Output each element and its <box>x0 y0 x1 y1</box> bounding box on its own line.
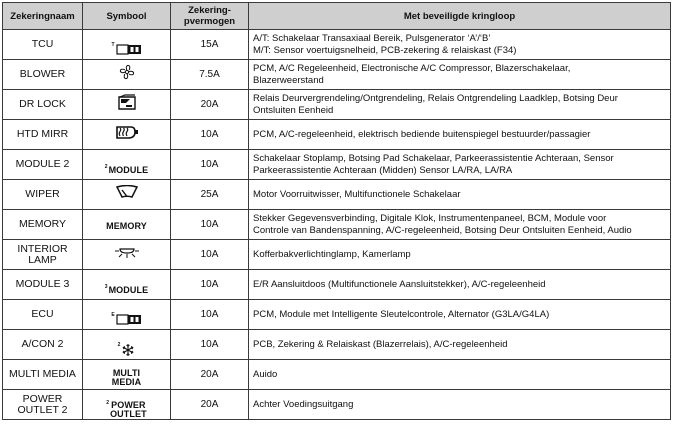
symbol-superscript: 3 <box>104 283 108 290</box>
symbol-group <box>118 63 136 81</box>
symbol-superscript: 2 <box>117 341 121 348</box>
fuse-symbol <box>83 240 171 270</box>
circuit-line: Auido <box>253 368 278 380</box>
fuse-row-interior-lamp <box>3 240 671 270</box>
circuit-line: Relais Deurvergrendeling/Ontgrendeling, Relais Ontgrendeling Laadklep, Botsing Deur <box>253 92 618 104</box>
wiper-icon <box>115 185 139 199</box>
fuse-rating: 10A <box>171 330 249 360</box>
symbol-group <box>111 313 141 326</box>
fuse-rating: 10A <box>171 210 249 240</box>
fuse-rating: 10A <box>171 300 249 330</box>
circuit-line: Achter Voedingsuitgang <box>253 398 354 410</box>
fuse-circuit <box>249 240 671 270</box>
symbol-group <box>105 165 148 175</box>
symbol-group <box>114 245 140 259</box>
symbol-group <box>115 185 139 199</box>
symbol-label: MEMORY <box>106 220 147 231</box>
fuse-rating: 7.5A <box>171 60 249 90</box>
symbol-group <box>105 285 148 295</box>
fuse-circuit <box>249 120 671 150</box>
fan-icon <box>118 63 136 81</box>
fuse-row-wiper <box>3 180 671 210</box>
symbol-superscript: 2 <box>104 163 108 170</box>
fuse-row-blower <box>3 60 671 90</box>
fuse-circuit <box>249 180 671 210</box>
heated-mirror-icon <box>115 124 139 140</box>
fuse-symbol <box>83 90 171 120</box>
fuse-rating: 20A <box>171 360 249 390</box>
circuit-line: E/R Aansluitdoos (Multifunctionele Aansluitstekker), A/C-regeleenheid <box>253 278 546 290</box>
fuse-rows <box>3 30 671 420</box>
fuse-symbol <box>83 360 171 390</box>
header-symbol: Symbool <box>83 3 171 30</box>
snowflake-icon <box>121 343 135 357</box>
fuse-symbol <box>83 30 171 60</box>
circuit-line: PCM, Module met Intelligente Sleutelcontrole, Alternator (G3LA/G4LA) <box>253 308 550 320</box>
fuse-name <box>3 390 83 420</box>
fuse-row-a-con-2 <box>3 330 671 360</box>
circuit-line: M/T: Sensor voertuigsnelheid, PCB-zekering & relaiskast (F34) <box>253 44 517 56</box>
fuse-name: DR LOCK <box>3 90 83 120</box>
fuse-name: TCU <box>3 30 83 60</box>
fuse-name: MODULE 3 <box>3 270 83 300</box>
fuse-row-module-2 <box>3 150 671 180</box>
header-name: Zekeringnaam <box>3 3 83 30</box>
fuse-rating: 10A <box>171 120 249 150</box>
interior-lamp-icon <box>114 245 140 259</box>
symbol-label-line: MEDIA <box>111 376 142 387</box>
symbol-label-line: POWER <box>111 399 146 410</box>
circuit-line: Parkeerassistentie Achteraan (Midden) Sensor LA/RA, LA/RA <box>253 164 513 176</box>
circuit-line: PCB, Zekering & Relaiskast (Blazerrelais), A/C-regeleenheid <box>253 338 508 350</box>
header-circuit: Met beveiligde kringloop <box>249 3 671 30</box>
symbol-group <box>112 369 142 387</box>
symbol-superscript: T <box>111 42 115 48</box>
fuse-symbol <box>83 120 171 150</box>
fuse-name-line: OUTLET 2 <box>17 403 68 416</box>
symbol-label-line: OUTLET <box>110 408 147 419</box>
circuit-line: Kofferbakverlichtinglamp, Kamerlamp <box>253 248 411 260</box>
fuse-circuit <box>249 300 671 330</box>
fuse-rating: 20A <box>171 390 249 420</box>
fuse-box-icon <box>116 43 142 56</box>
fuse-rating: 10A <box>171 240 249 270</box>
circuit-line: Blazerweerstand <box>253 74 324 86</box>
fuse-circuit <box>249 210 671 240</box>
fuse-circuit <box>249 90 671 120</box>
symbol-group <box>106 221 147 231</box>
symbol-label <box>110 401 147 419</box>
fuse-symbol <box>83 150 171 180</box>
fuse-name-line: POWER <box>22 392 63 405</box>
fuse-row-htd-mirr <box>3 120 671 150</box>
fuse-symbol <box>83 180 171 210</box>
fuse-symbol <box>83 300 171 330</box>
symbol-group <box>111 43 141 56</box>
circuit-line: Schakelaar Stoplamp, Botsing Pad Schakelaar, Parkeerassistentie Achteraan, Sensor <box>253 152 614 164</box>
fuse-row-tcu <box>3 30 671 60</box>
fuse-row-multi-media <box>3 360 671 390</box>
fuse-circuit <box>249 360 671 390</box>
circuit-line: Motor Voorruitwisser, Multifunctionele Schakelaar <box>253 188 461 200</box>
symbol-label <box>112 369 142 387</box>
symbol-group <box>106 401 146 419</box>
fuse-circuit <box>249 270 671 300</box>
circuit-line: PCM, A/C-regeleenheid, elektrisch bediende buitenspiegel bestuurder/passagier <box>253 128 591 140</box>
fuse-symbol <box>83 390 171 420</box>
circuit-line: Controle van Bandenspanning, A/C-regeleenheid, Botsing Deur Ontsluiten Eenheid, Audio <box>253 224 632 236</box>
symbol-group <box>117 94 137 110</box>
fuse-circuit <box>249 390 671 420</box>
fuse-name: A/CON 2 <box>3 330 83 360</box>
circuit-line: A/T: Schakelaar Transaxiaal Bereik, Pulsgenerator ‘A’/‘B’ <box>253 32 491 44</box>
circuit-line: Stekker Gegevensverbinding, Digitale Klok, Instrumentenpaneel, BCM, Module voor <box>253 212 607 224</box>
fuse-symbol <box>83 270 171 300</box>
door-lock-icon <box>117 94 137 110</box>
fuse-row-memory <box>3 210 671 240</box>
header-capacity <box>171 3 249 30</box>
fuse-name: BLOWER <box>3 60 83 90</box>
fuse-name: ECU <box>3 300 83 330</box>
fuse-circuit <box>249 30 671 60</box>
fuse-symbol <box>83 330 171 360</box>
fuse-name: MEMORY <box>3 210 83 240</box>
fuse-row-module-3 <box>3 270 671 300</box>
symbol-superscript: E <box>111 312 115 318</box>
fuse-rating: 10A <box>171 270 249 300</box>
fuse-row-power-outlet-2 <box>3 390 671 420</box>
header-row <box>3 3 671 30</box>
fuse-name: WIPER <box>3 180 83 210</box>
fuse-symbol <box>83 60 171 90</box>
fuse-name: INTERIOR LAMP <box>3 240 83 270</box>
circuit-line: Ontsluiten Eenheid <box>253 104 334 116</box>
fuse-circuit <box>249 60 671 90</box>
symbol-superscript: 2 <box>106 399 110 406</box>
fuse-row-dr-lock <box>3 90 671 120</box>
fuse-rating: 20A <box>171 90 249 120</box>
fuse-name: MODULE 2 <box>3 150 83 180</box>
symbol-label-line: MULTI <box>112 367 141 378</box>
fuse-rating: 10A <box>171 150 249 180</box>
fuse-rating: 15A <box>171 30 249 60</box>
fuse-circuit <box>249 150 671 180</box>
symbol-label: MODULE <box>108 164 149 175</box>
symbol-group <box>118 343 136 357</box>
fuse-circuit <box>249 330 671 360</box>
symbol-group <box>115 124 139 140</box>
fuse-rating: 25A <box>171 180 249 210</box>
fuse-row-ecu <box>3 300 671 330</box>
fuse-name: MULTI MEDIA <box>3 360 83 390</box>
header-capacity-label: Zekering- pvermogen <box>183 5 236 27</box>
symbol-label: MODULE <box>108 284 149 295</box>
fuse-name: HTD MIRR <box>3 120 83 150</box>
fuse-table <box>2 2 671 420</box>
fuse-symbol <box>83 210 171 240</box>
circuit-line: PCM, A/C Regeleenheid, Electronische A/C Compressor, Blazerschakelaar, <box>253 62 571 74</box>
fuse-box-icon <box>116 313 142 326</box>
